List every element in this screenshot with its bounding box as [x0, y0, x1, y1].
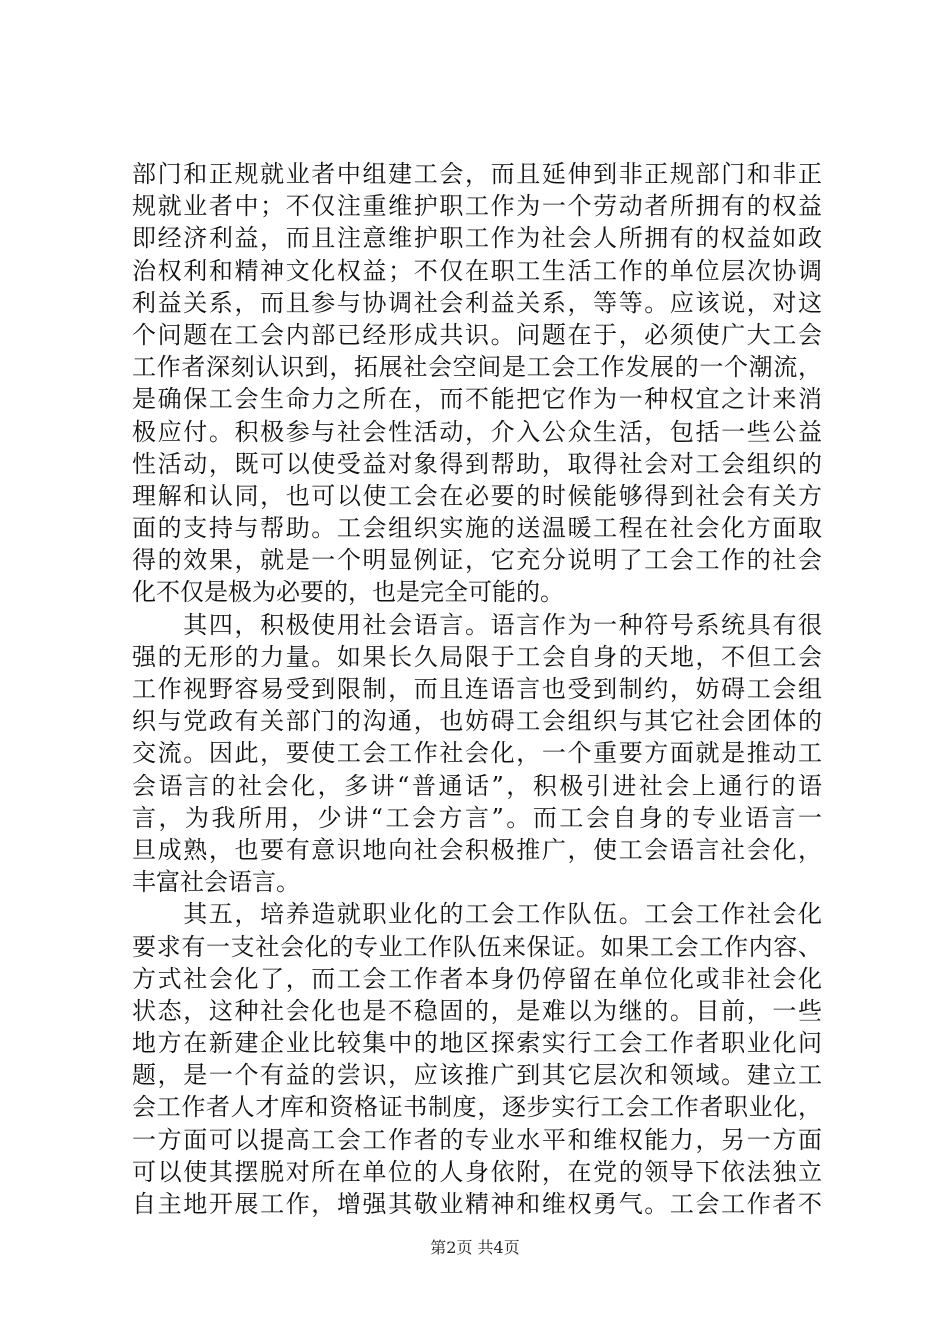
text-line: 丰富社会语言。 [132, 868, 300, 897]
text-line: 织与党政有关部门的沟通，也妨碍工会组织与其它社会团体的 [132, 707, 822, 736]
text-line: 理解和认同，也可以使工会在必要的时候能够得到社会有关方 [132, 481, 822, 510]
text-line: 题，是一个有益的尝识，应该推广到其它层次和领域。建立工 [132, 1061, 822, 1090]
text-line: 言，为我所用，少讲“工会方言”。而工会自身的专业语言一 [132, 803, 822, 832]
text-line: 强的无形的力量。如果长久局限于工会自身的天地，不但工会 [132, 642, 822, 671]
body-text [132, 158, 822, 1220]
text-line: 极应付。积极参与社会性活动，介入公众生活，包括一些公益 [132, 417, 822, 446]
text-line: 部门和正规就业者中组建工会，而且延伸到非正规部门和非正 [132, 160, 822, 188]
text-line: 交流。因此，要使工会工作社会化，一个重要方面就是推动工 [132, 739, 822, 768]
text-line: 状态，这种社会化也是不稳固的，是难以为继的。目前，一些 [132, 996, 822, 1025]
text-line: 性活动，既可以使受益对象得到帮助，取得社会对工会组织的 [132, 449, 822, 478]
text-line: 个问题在工会内部已经形成共识。问题在于，必须使广大工会 [132, 320, 822, 349]
text-line: 方式社会化了，而工会工作者本身仍停留在单位化或非社会化 [132, 964, 822, 993]
text-line: 可以使其摆脱对所在单位的人身依附，在党的领导下依法独立 [132, 1157, 822, 1186]
text-line: 即经济利益，而且注意维护职工作为社会人所拥有的权益如政 [132, 224, 822, 253]
text-line: 其五，培养造就职业化的工会工作队伍。工会工作社会化 [132, 900, 822, 929]
text-line: 利益关系，而且参与协调社会利益关系，等等。应该说，对这 [132, 288, 822, 317]
page-footer: 第2页 共4页 [430, 1238, 520, 1257]
text-line: 规就业者中；不仅注重维护职工作为一个劳动者所拥有的权益 [132, 192, 822, 221]
text-line: 其四，积极使用社会语言。语言作为一种符号系统具有很 [132, 610, 822, 639]
text-line: 地方在新建企业比较集中的地区探索实行工会工作者职业化问 [132, 1029, 822, 1058]
text-line: 会语言的社会化，多讲“普通话”，积极引进社会上通行的语 [132, 771, 822, 800]
text-line: 化不仅是极为必要的，也是完全可能的。 [132, 578, 564, 607]
text-line: 会工作者人才库和资格证书制度，逐步实行工会工作者职业化， [132, 1093, 822, 1122]
text-line: 旦成熟，也要有意识地向社会积极推广，使工会语言社会化， [132, 835, 822, 864]
text-line: 得的效果，就是一个明显例证，它充分说明了工会工作的社会 [132, 546, 822, 575]
text-line: 一方面可以提高工会工作者的专业水平和维权能力，另一方面 [132, 1125, 822, 1154]
text-line: 面的支持与帮助。工会组织实施的送温暖工程在社会化方面取 [132, 514, 822, 543]
text-line: 治权利和精神文化权益；不仅在职工生活工作的单位层次协调 [132, 256, 822, 285]
text-line: 工作者深刻认识到，拓展社会空间是工会工作发展的一个潮流， [132, 353, 822, 382]
text-line: 要求有一支社会化的专业工作队伍来保证。如果工会工作内容、 [132, 932, 822, 961]
text-line: 工作视野容易受到限制，而且连语言也受到制约，妨碍工会组 [132, 675, 822, 703]
text-line: 自主地开展工作，增强其敬业精神和维权勇气。工会工作者不 [132, 1190, 822, 1218]
text-line: 是确保工会生命力之所在，而不能把它作为一种权宜之计来消 [132, 385, 822, 414]
